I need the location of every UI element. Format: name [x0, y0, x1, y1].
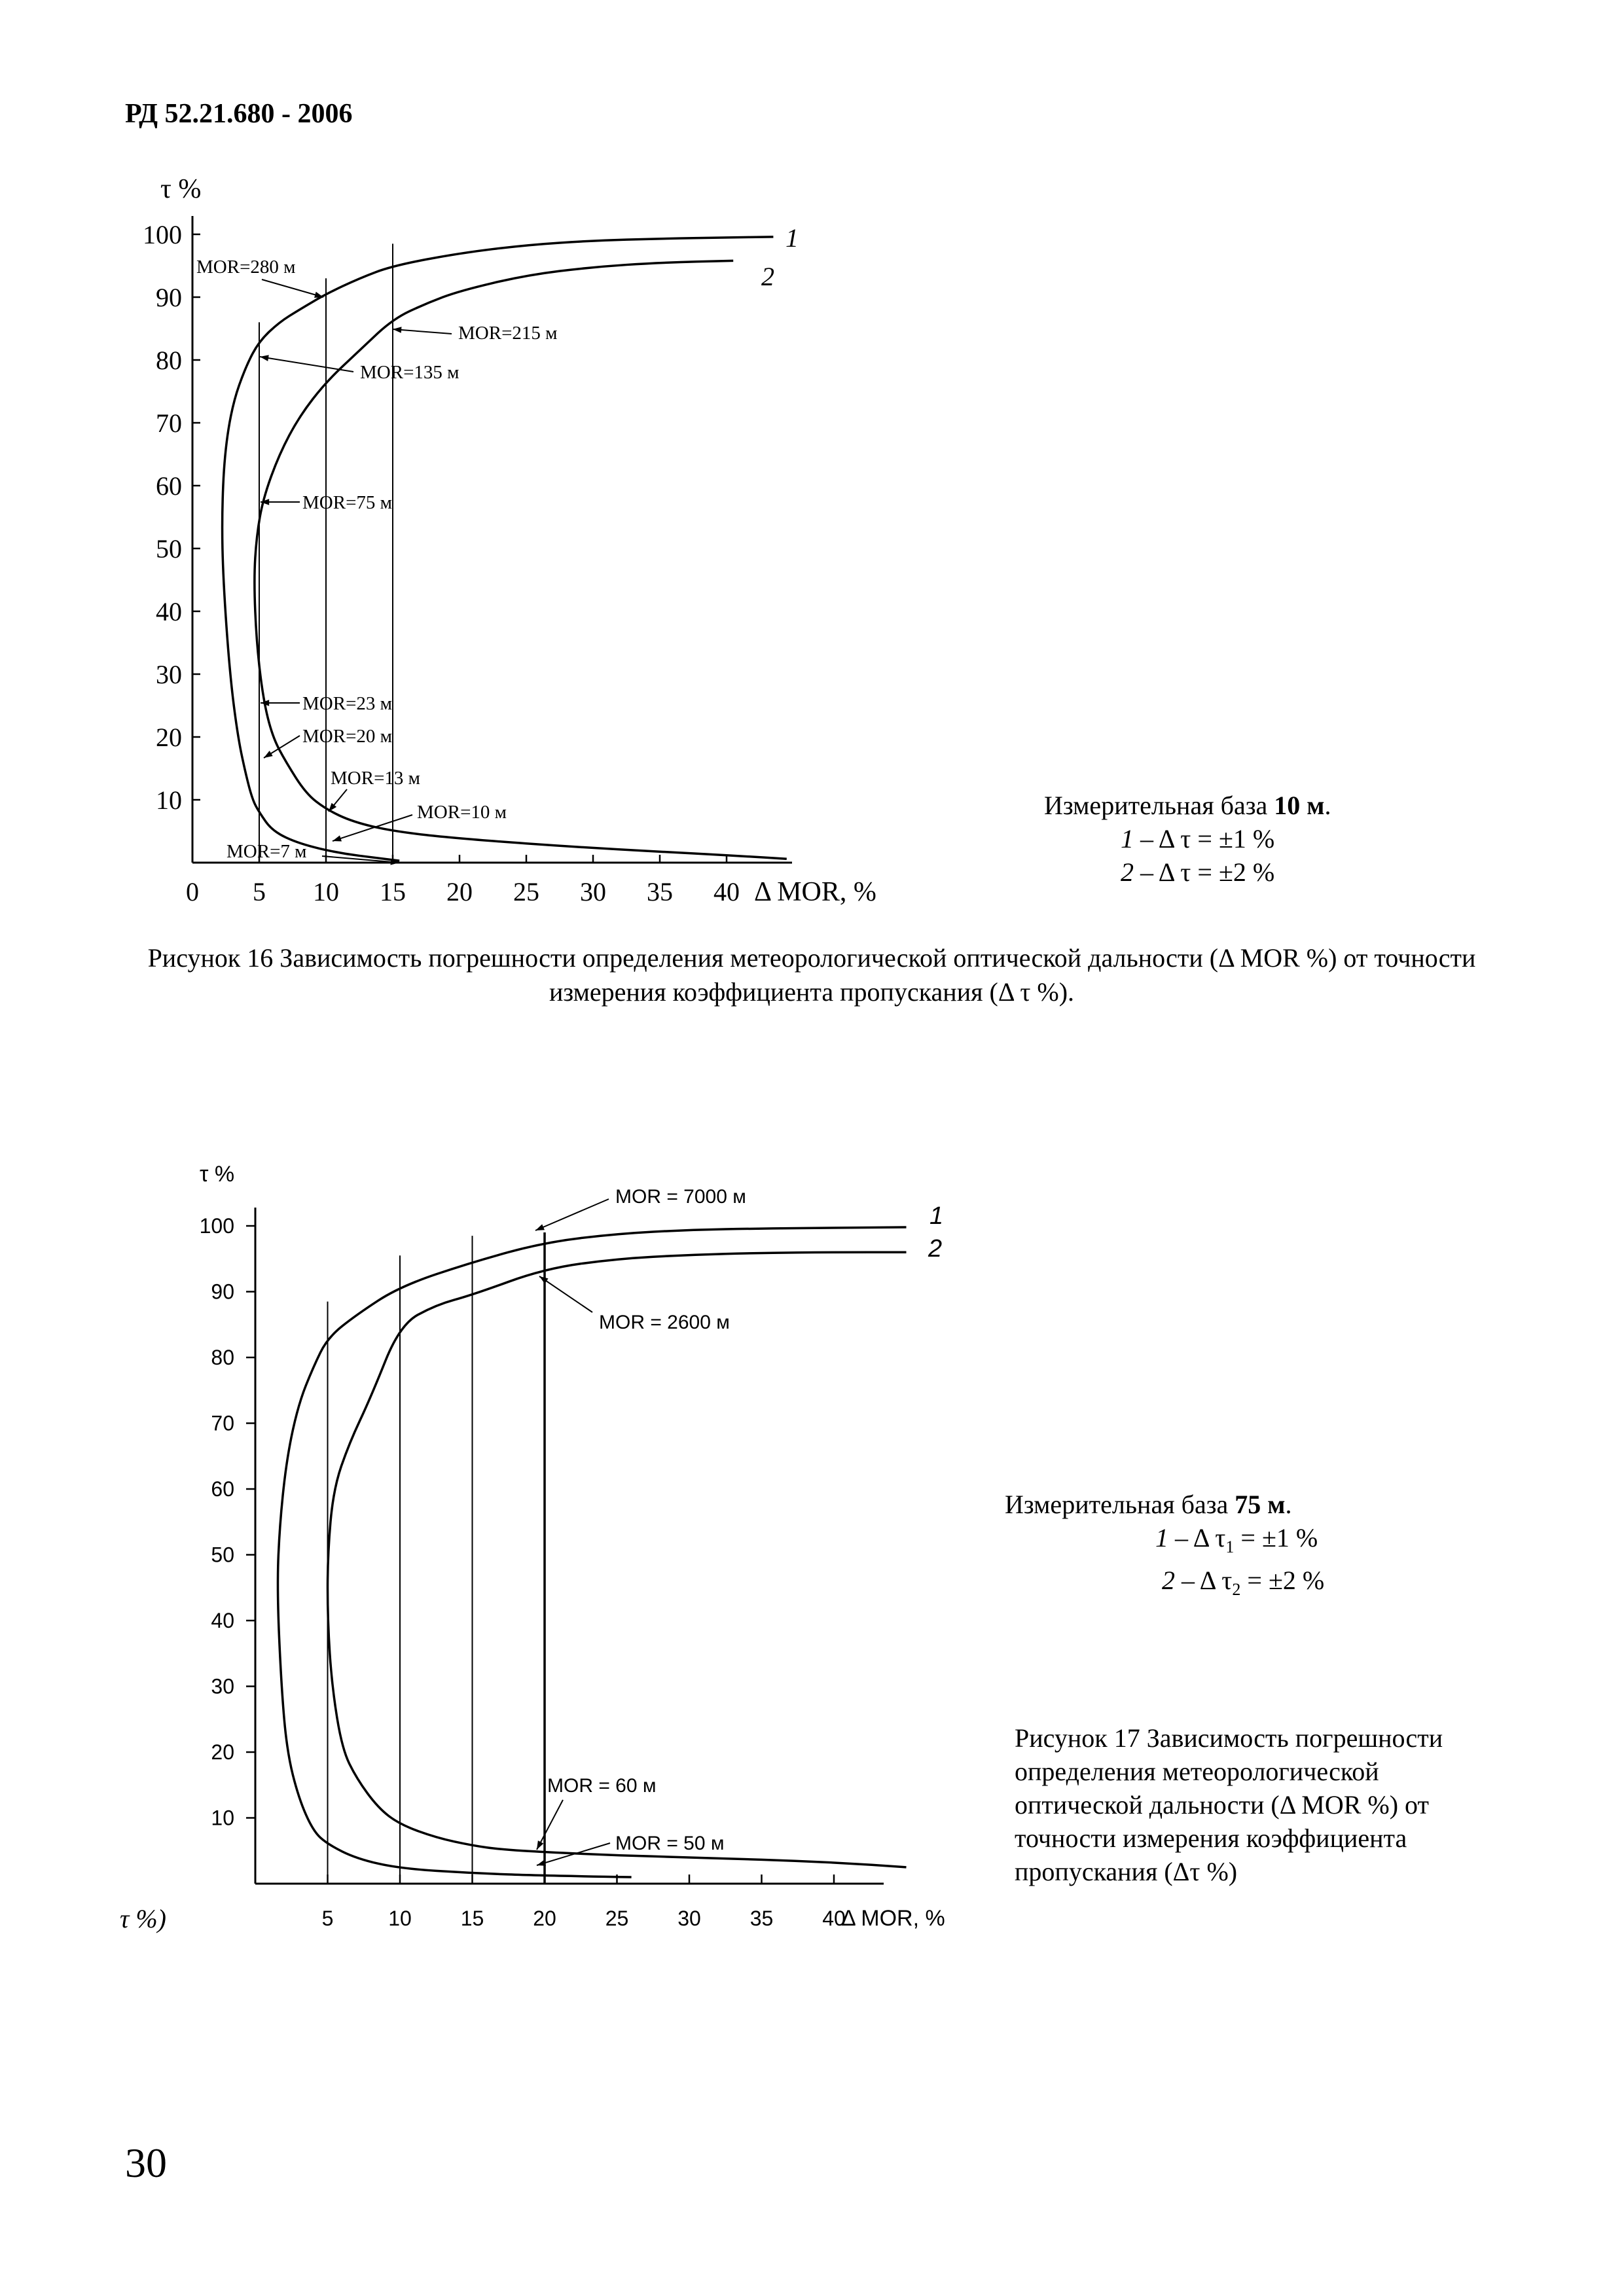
y-tick-label: 90 — [156, 283, 182, 312]
y-tick-label: 90 — [211, 1280, 234, 1304]
series-2-label: 2 — [761, 262, 774, 291]
x-tick-label: 20 — [446, 877, 473, 906]
y-tick-label: 30 — [211, 1674, 234, 1698]
x-tick-label: 20 — [533, 1907, 556, 1930]
x-tick-label: 10 — [388, 1907, 412, 1930]
x-tick-label: 30 — [580, 877, 606, 906]
x-axis-label: Δ MOR, % — [754, 877, 876, 907]
y-axis-label: τ % — [200, 1162, 235, 1187]
y-tick-label: 50 — [211, 1543, 234, 1567]
figure-17-legend-1: 1 – Δ $\tau_1 = \pm 1$ % — [1155, 1523, 1318, 1556]
mor-annotation-label: MOR = 2600 м — [599, 1312, 730, 1333]
y-tick-label: 100 — [199, 1214, 234, 1238]
annotation-arrow-head — [537, 1840, 543, 1850]
series-1-label: 1 — [785, 223, 799, 253]
document-header: РД 52.21.680 - 2006 — [125, 99, 353, 129]
figure-17-caption: Рисунок 17 Зависимость погрешности определения метеорологической оптической дальности (Δ MOR %) от точности измерения коэффициента пропускания (Δτ %) — [1015, 1723, 1443, 1886]
y-tick-label: 70 — [156, 408, 182, 438]
figure-17-base-note: Измерительная база 75 м. — [1005, 1490, 1292, 1519]
y-tick-label: 50 — [156, 534, 182, 564]
x-axis-label: Δ MOR, % — [841, 1906, 945, 1931]
mor-annotation-label: MOR = 7000 м — [615, 1186, 746, 1208]
y-tick-label: 70 — [211, 1411, 234, 1435]
y-tick-label: 100 — [143, 220, 182, 249]
annotation-arrow-line — [539, 1276, 592, 1312]
y-axis-label: τ % — [160, 174, 202, 204]
x-tick-label: 25 — [605, 1907, 629, 1930]
x-tick-label: 30 — [677, 1907, 701, 1930]
mor-annotation-label: MOR=75 м — [302, 492, 393, 513]
x-tick-label: 40 — [822, 1907, 846, 1930]
annotation-arrow-line — [535, 1199, 609, 1230]
series-1-label: 1 — [929, 1202, 944, 1230]
mor-annotation-label: MOR=20 м — [302, 726, 393, 747]
mor-annotation-label: MOR=13 м — [331, 768, 421, 789]
y-tick-label: 10 — [156, 785, 182, 815]
mor-annotation-label: MOR = 50 м — [615, 1833, 725, 1854]
y-tick-label: 60 — [156, 471, 182, 501]
y-tick-label: 20 — [211, 1740, 234, 1765]
y-tick-label: 80 — [211, 1346, 234, 1370]
figure-16-base-note: Измерительная база 10 м. — [1044, 791, 1331, 820]
x-tick-label: 35 — [647, 877, 673, 906]
x-tick-label: 15 — [460, 1907, 484, 1930]
mor-annotation-label: MOR=215 м — [458, 323, 558, 344]
mor-annotation-label: MOR = 60 м — [547, 1775, 657, 1797]
y-tick-label: 20 — [156, 723, 182, 752]
mor-annotation-label: MOR=280 м — [196, 257, 296, 278]
y-tick-label: 30 — [156, 660, 182, 689]
x-tick-label: 5 — [253, 877, 266, 906]
page-number: 30 — [125, 2140, 167, 2186]
y-tick-label: 40 — [156, 597, 182, 626]
figure-16-legend-2: 2 – Δ τ = ±2 % — [1121, 857, 1275, 887]
figure-17-side-label: τ %) — [120, 1904, 166, 1933]
figure-16-legend-1: 1 – Δ τ = ±1 % — [1121, 824, 1275, 853]
mor-annotation-label: MOR=7 м — [226, 841, 307, 862]
figure-16-caption: Рисунок 16 Зависимость погрешности определения метеорологической оптической дальности (Δ MOR %) от точности измерения коэффициента пропускания (Δ τ %). — [147, 943, 1476, 1007]
figure-17-notes — [1005, 1488, 1324, 1606]
x-tick-label: 5 — [321, 1907, 334, 1930]
figure-17-legend-2: 2 – Δ $\tau_2 = \pm 2$ % — [1162, 1566, 1325, 1599]
x-tick-label: 35 — [749, 1907, 774, 1930]
mor-annotation-label: MOR=10 м — [417, 802, 507, 823]
y-tick-label: 60 — [211, 1477, 234, 1501]
x-tick-label: 0 — [186, 877, 199, 906]
annotation-arrow-head — [535, 1224, 545, 1230]
mor-annotation-label: MOR=23 м — [302, 693, 393, 714]
x-tick-label: 40 — [713, 877, 740, 906]
series-2-label: 2 — [928, 1235, 943, 1263]
x-tick-label: 15 — [380, 877, 406, 906]
y-tick-label: 10 — [211, 1806, 234, 1830]
y-tick-label: 80 — [156, 346, 182, 375]
x-tick-label: 10 — [313, 877, 339, 906]
x-tick-label: 25 — [513, 877, 539, 906]
mor-annotation-label: MOR=135 м — [360, 362, 460, 383]
y-tick-label: 40 — [211, 1609, 234, 1633]
